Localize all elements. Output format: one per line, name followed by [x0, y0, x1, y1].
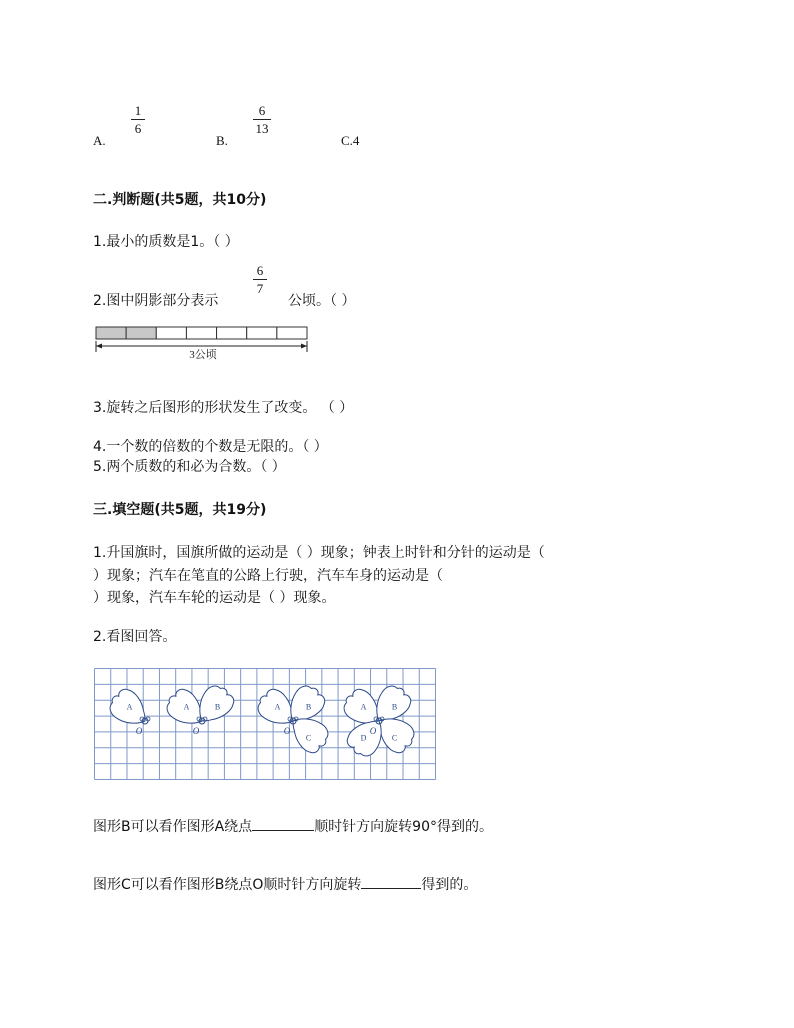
fill-in-2-prefix: 图形C可以看作图形B绕点O顺时针方向旋转	[93, 877, 362, 893]
petal-label: C	[305, 733, 312, 743]
point-o-label: O	[192, 726, 200, 736]
section2-question-1: 1.最小的质数是1。（ ）	[93, 234, 239, 250]
arrow-right-icon	[301, 344, 307, 349]
fraction-bar	[131, 119, 145, 120]
hectare-bar-diagram	[93, 325, 313, 361]
fraction-bar	[253, 119, 271, 120]
fraction-bar	[253, 279, 267, 280]
option-b-numerator: 6	[258, 103, 266, 118]
section3-question-2: 2.看图回答。	[93, 629, 177, 645]
point-o-label: O	[283, 726, 291, 736]
petal-label: A	[183, 702, 190, 712]
bar-cell	[186, 327, 216, 339]
fill-in-1-prefix: 图形B可以看作图形A绕点	[93, 819, 253, 835]
option-a-label: A.	[93, 133, 106, 148]
point-o-label: O	[135, 726, 143, 736]
bar-cell	[277, 327, 307, 339]
arrow-left-icon	[96, 344, 102, 349]
flower-figure	[161, 680, 238, 736]
section3-question-1-line-1: 1.升国旗时，国旗所做的运动是（ ）现象；钟表上时针和分针的运动是（	[93, 545, 545, 561]
petal-label: A	[126, 702, 133, 712]
fill-in-2-suffix: 得到的。	[421, 877, 478, 893]
option-a-numerator: 1	[134, 103, 142, 118]
option-a-fraction	[131, 104, 145, 135]
petal-figures	[104, 680, 419, 761]
bar-cell	[156, 327, 186, 339]
petal-label: D	[360, 733, 367, 743]
section2-question-2-prefix: 2.图中阴影部分表示	[93, 293, 219, 309]
flower-figure	[338, 680, 419, 761]
option-b-denominator: 13	[255, 121, 269, 136]
petal-label: C	[391, 733, 398, 743]
fill-in-2	[93, 874, 477, 894]
fill-in-2-blank[interactable]	[361, 874, 421, 889]
rotation-figure-grid	[94, 668, 436, 780]
section2-question-4: 4.一个数的倍数的个数是无限的。（ ）	[93, 439, 328, 455]
petal-label: B	[391, 702, 398, 712]
question-2-denominator: 7	[256, 281, 264, 296]
section3-heading: 三.填空题(共5题，共19分)	[93, 502, 267, 518]
option-b-fraction	[253, 104, 271, 135]
section3-question-1-line-3: ）现象，汽车车轮的运动是（ ）现象。	[93, 590, 336, 606]
bar-cell	[217, 327, 247, 339]
section3-question-1-line-2: ）现象；汽车在笔直的公路上行驶，汽车车身的运动是（	[93, 568, 443, 584]
fill-in-1-blank[interactable]	[252, 816, 314, 831]
bar-cell-shaded	[126, 327, 156, 339]
flower-figure	[104, 685, 153, 736]
point-o-label: O	[369, 726, 377, 736]
bar-label: 3公顷	[189, 349, 217, 361]
petal-label: A	[274, 702, 281, 712]
section2-question-2-suffix: 公顷。（ ）	[288, 293, 356, 309]
section2-question-3: 3.旋转之后图形的形状发生了改变。 （ ）	[93, 400, 354, 416]
petal-label: A	[360, 702, 367, 712]
option-c-label: C.4	[341, 133, 360, 148]
section2-heading: 二.判断题(共5题，共10分)	[93, 192, 267, 208]
question-2-fraction	[253, 264, 267, 295]
bar-cell-shaded	[96, 327, 126, 339]
option-b-label: B.	[216, 133, 228, 148]
petal-label: B	[214, 702, 221, 712]
petal-label: B	[305, 702, 312, 712]
section2-question-5: 5.两个质数的和必为合数。（ ）	[93, 459, 286, 475]
option-a-denominator: 6	[134, 121, 142, 136]
bar-cell	[247, 327, 277, 339]
fill-in-1	[93, 816, 493, 836]
question-2-numerator: 6	[256, 263, 264, 278]
fill-in-1-suffix: 顺时针方向旋转90°得到的。	[314, 819, 494, 835]
